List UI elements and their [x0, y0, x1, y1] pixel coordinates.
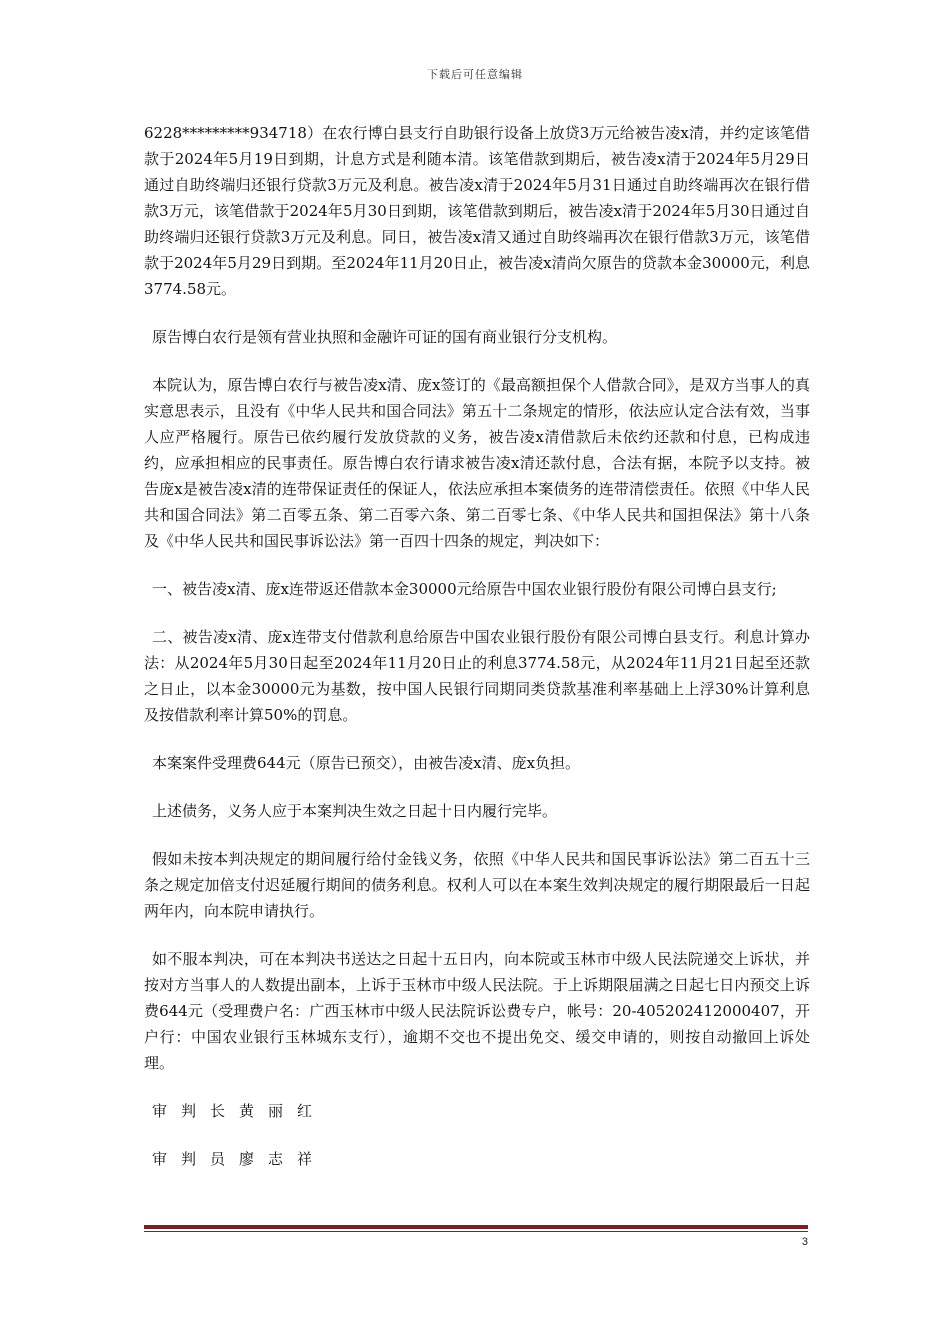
footer-rule-thin: [144, 1231, 808, 1232]
signature-judge: 审判员廖志祥: [152, 1150, 327, 1168]
signature-presiding-judge: 审判长黄丽红: [152, 1102, 327, 1120]
paragraph-plaintiff-status: 原告博白农行是领有营业执照和金融许可证的国有商业银行分支机构。: [152, 328, 618, 346]
paragraph-late-interest: 假如未按本判决规定的期间履行给付金钱义务，依照《中华人民共和国民事诉讼法》第二百五十三条之规定加倍支付迟延履行期间的债务利息。权利人可以在本案生效判决规定的履行期限最后一日起两年内，向本院申请执行。: [144, 850, 810, 920]
footer-rule: [144, 1225, 808, 1229]
paragraph-loan-history: 6228*********934718）在农行博白县支行自助银行设备上放贷3万元给被告凌x清，并约定该笔借款于2024年5月19日到期，计息方式是利随本清。该笔借款到期后，被告凌x清于2024年5月29日通过自助终端归还银行贷款3万元及利息。被告凌x清于2024年5月31日通过自助终端再次在银行借款3万元，该笔借款于2024年5月30日到期，该笔借款到期后，被告凌x清于2024年5月30日通过自助终端归还银行贷款3万元及利息。同日，被告凌x清又通过自助终端再次在银行借款3万元，该笔借款于2024年5月29日到期。至2024年11月20日止，被告凌x清尚欠原告的贷款本金30000元，利息3774.58元。: [144, 124, 810, 298]
paragraph-case-fee: 本案案件受理费644元（原告已预交），由被告凌x清、庞x负担。: [152, 754, 581, 772]
paragraph-performance-deadline: 上述债务，义务人应于本案判决生效之日起十日内履行完毕。: [152, 802, 558, 820]
paragraph-appeal-notice: 如不服本判决，可在本判决书送达之日起十五日内，向本院或玉林市中级人民法院递交上诉状，并按对方当事人的人数提出副本，上诉于玉林市中级人民法院。于上诉期限届满之日起七日内预交上诉费644元（受理费户名：广西玉林市中级人民法院诉讼费专户，帐号：20-405202412000407，开户行：中国农业银行玉林城东支行），逾期不交也不提出免交、缓交申请的，则按自动撤回上诉处理。: [144, 950, 810, 1072]
page-header: 下载后可任意编辑: [427, 68, 523, 81]
paragraph-court-opinion: 本院认为，原告博白农行与被告凌x清、庞x签订的《最高额担保个人借款合同》，是双方当事人的真实意思表示，且没有《中华人民共和国合同法》第五十二条规定的情形，依法应认定合法有效，当事人应严格履行。原告已依约履行发放贷款的义务，被告凌x清借款后未依约还款和付息，已构成违约，应承担相应的民事责任。原告博白农行请求被告凌x清还款付息，合法有据，本院予以支持。被告庞x是被告凌x清的连带保证责任的保证人，依法应承担本案债务的连带清偿责任。依照《中华人民共和国合同法》第二百零五条、第二百零六条、第二百零七条、《中华人民共和国担保法》第十八条及《中华人民共和国民事诉讼法》第一百四十四条的规定，判决如下：: [144, 376, 810, 550]
document-body: [144, 120, 810, 1172]
paragraph-judgment-item-1: 一、被告凌x清、庞x连带返还借款本金30000元给原告中国农业银行股份有限公司博白县支行;: [152, 580, 777, 598]
page-number: 3: [801, 1236, 808, 1248]
paragraph-judgment-item-2: 二、被告凌x清、庞x连带支付借款利息给原告中国农业银行股份有限公司博白县支行。利息计算办法：从2024年5月30日起至2024年11月20日止的利息3774.58元，从2024年11月21日起至还款之日止，以本金30000元为基数，按中国人民银行同期同类贷款基准利率基础上上浮30%计算利息及按借款利率计算50%的罚息。: [144, 628, 810, 724]
